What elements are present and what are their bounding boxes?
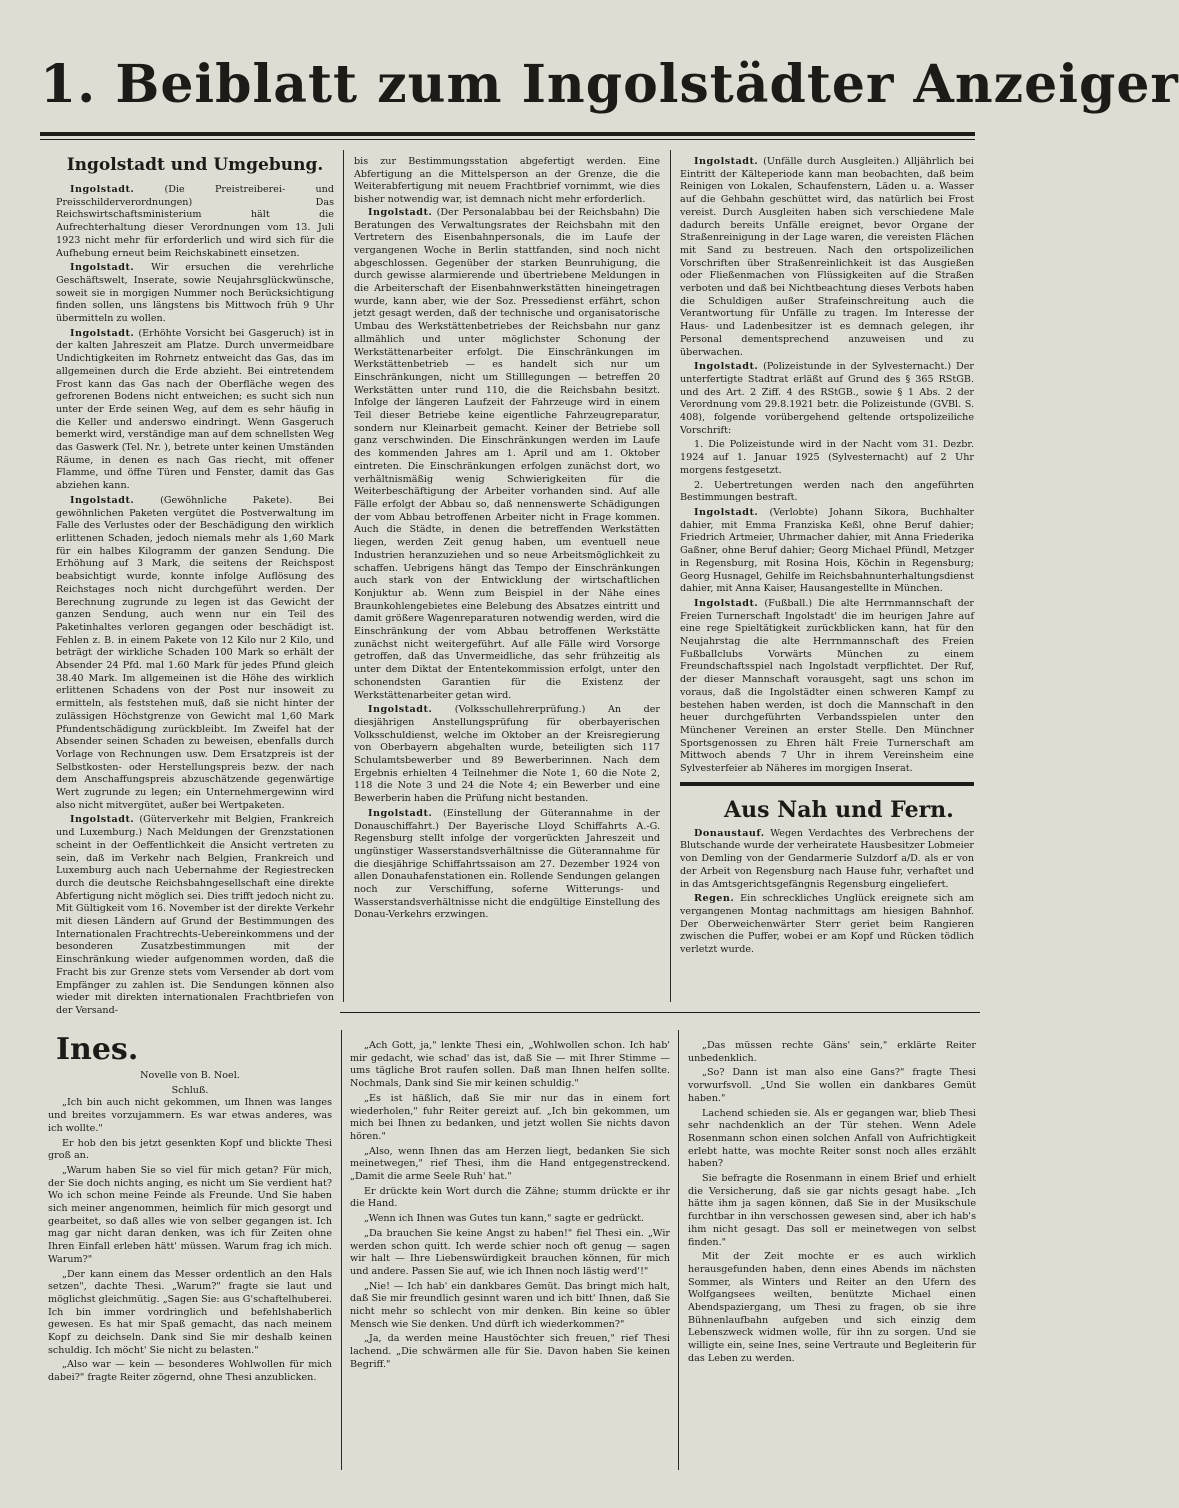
news-item [680, 893, 974, 957]
column-rule [670, 150, 671, 1002]
article-continuation: bis zur Bestimmungsstation abgefertigt werden. Eine Abfertigung an die Mittelsperson an der Grenze, die die Weiterabfertigung mit neuem Frachtbrief vornimmt, wie dies bisher notwendig war, ist demnach nicht mehr erforderlich. [354, 156, 660, 206]
dateline: Ingolstadt. [70, 262, 135, 274]
news-text: (Gewöhnliche Pakete). Bei gewöhnlichen Paketen vergütet die Postverwaltung im Falle des Verlustes oder der Beschädigung den wirklich erlittenen Schaden, jedoch niemals mehr als 1,60 Mark für ein halbes Kilogramm der ganzen Sendung. Die Erhöhung auf 3 Mark, die seitens der Reichspost beabsichtigt wurde, konnte infolge Auflösung des Reichstages noch nicht durchgeführt werden. Der Berechnung zugrunde zu legen ist das Gewicht der ganzen Sendung, auch wenn nur ein Teil des Paketinhaltes verloren gegangen oder beschädigt ist. Fehlen z. B. in einem Pakete von 12 Kilo nur 2 Kilo, und beträgt der wirkliche Schaden 100 Mark so erhält der Absender 24 Pfd. mal 1.60 Mark für jedes Pfund gleich 38.40 Mark. Im allgemeinen ist die Höhe des wirklich erlittenen Schadens von der Post nur insoweit zu ermitteln, als feststehen muß, daß sie nicht hinter der zulässigen Höchstgrenze von Gewicht mal 1,60 Mark Pfundentschädigung zurückbleibt. Im Zweifel hat der Absender seinen Schaden zu beweisen, ebenfalls durch Vorlage von Rechnungen usw. Dem Ersatzpreis ist der Selbstkosten- oder Herstellungspreis bezw. der nach dem Anschaffungspreis abzuschätzende gegenwärtige Wert zugrunde zu legen; ein Unternehmergewinn wird also nicht mitvergütet, außer bei Wertpaketen. [56, 494, 334, 811]
column-3 [680, 156, 974, 1006]
news-item [680, 480, 974, 505]
masthead: 1. Beiblatt zum Ingolstädter Anzeiger [40, 54, 1179, 115]
news-item [56, 184, 334, 260]
news-text: (Polizeistunde in der Sylvesternacht.) Der unterfertigte Stadtrat erläßt auf Grund des § 365 RStGB. und des Art. 2 Ziff. 4 des RStGB., sowie § 1 Abs. 2 der Verordnung vom 29.8.1921 betr. die Polizeistunde (GVBl. S. 408), folgende vorübergehend geltende ortspolizeiliche Vorschrift: [680, 361, 974, 436]
dateline: Ingolstadt. [694, 156, 759, 167]
masthead-rule [40, 132, 975, 136]
novel-paragraph: „Nie! — Ich hab' ein dankbares Gemüt. Das bringt mich halt, daß Sie mir freundlich gesinnt waren und ich bitt' Ihnen, daß Sie nicht mehr so schlecht von mir denken. Bin keine so übler Mensch wie Sie denken. Und dürft ich wiederkommen?" [350, 1280, 670, 1330]
novel-paragraph: „So? Dann ist man also eine Gans?" fragte Thesi vorwurfsvoll. „Und Sie wollen ein dankbares Gemüt haben." [688, 1067, 976, 1104]
news-item [354, 704, 660, 806]
dateline: Donaustauf. [694, 827, 765, 839]
dateline: Ingolstadt. [694, 506, 759, 518]
novel-paragraph: „Es ist häßlich, daß Sie mir nur das in einem fort wiederholen," fuhr Reiter gereizt auf. „Ich bin gekommen, um mich bei Ihnen zu bedanken, und jetzt wollen Sie nichts davon hören." [350, 1092, 670, 1142]
column-rule [343, 150, 344, 1002]
masthead-rule-thin [40, 139, 975, 140]
dateline: Ingolstadt. [694, 361, 759, 373]
column-rule [678, 1030, 679, 1470]
news-text: (Fußball.) Die alte Herrnmannschaft der Freien Turnerschaft Ingolstadt' die im heurigen Jahre auf eine rege Spieltätigkeit zurückblicken kann, hat für den Neujahrstag die alte Herrnmannschaft des Freien Fußballclubs Vorwärts München zu einem Freundschaftsspiel nach Ingolstadt verpflichtet. Der Ruf, der dieser Mannschaft vorausgeht, sagt uns schon im voraus, daß die Ingolstädter einen schweren Kampf zu bestehen haben werden, ist doch die Mannschaft in den heuer durchgeführten Verbandsspielen unter den Münchener Vereinen an erster Stelle. Den Münchner Sportsgenossen zu Ehren hält Freie Turnerschaft am Mittwoch abends 7 Uhr in ihrem Vereinsheim eine Sylvesterfeier ab Näheres im morgigen Inserat. [680, 597, 974, 775]
novel-column-2 [350, 1040, 670, 1492]
news-text: (Güterverkehr mit Belgien, Frankreich und Luxemburg.) Nach Meldungen der Grenzstationen scheint in der Oeffentlichkeit die Ansicht vertreten zu sein, daß im Verkehr nach Belgien, Frankreich und Luxemburg auch nach Uebernahme der Regiestrecken durch die deutsche Reichsbahngesellschaft eine direkte Abfertigung nicht möglich sei. Dies trifft jedoch nicht zu. Mit Gültigkeit vom 16. November ist der direkte Verkehr mit diesen Ländern auf Grund der Bestimmungen des Internationalen Frachtrechts-Uebereinkommens und der besonderen Zusatzbestimmungen mit der Einschränkung wieder aufgenommen worden, daß die Fracht bis zur Grenze stets vom Versender ab dort vom Empfänger zu zahlen ist. Die Sendungen können also wieder mit direkten internationalen Frachtbriefen von der Versand- [56, 814, 334, 1016]
news-item [680, 361, 974, 437]
news-text: Wegen Verdachtes des Verbrechens der Blutschande wurde der verheiratete Hausbesitzer Lobmeier von Demling von der Gendarmerie Sulzdorf a/D. als er von der Arbeit von Regensburg nach Hause fuhr, verhaftet und in das Amtsgerichtsgefängnis Regensburg eingeliefert. [680, 827, 974, 890]
news-item [56, 262, 334, 326]
dateline: Ingolstadt. [70, 184, 135, 195]
news-text: (Die Preistreiberei- und Preisschilderverordnungen) Das Reichswirtschaftsministerium hält die Aufrechterhaltung dieser Verordnungen vom 13. Juli 1923 nicht mehr für erforderlich und wird sich für die Aufhebung erneut beim Reichskabinett einsetzen. [56, 184, 334, 259]
news-item [680, 507, 974, 596]
news-text: (Erhöhte Vorsicht bei Gasgeruch) ist in der kalten Jahreszeit am Platze. Durch unvermeidbare Undichtigkeiten im Rohrnetz entweicht das Gas, das im allgemeinen durch die Erde abzieht. Bei eintretendem Frost kann das Gas nach der Oberfläche wegen des gefrorenen Bodens nicht entweichen; es sucht sich nun unter der Erde seinen Weg, auf dem es sehr häufig in die Keller und anderswo eindringt. Wenn Gasgeruch bemerkt wird, verständige man auf dem schnellsten Weg das Gaswerk (Tel. Nr. ), betrete unter keinen Umständen Räume, in denen es nach Gas riecht, mit offener Flamme, und öffne Türen und Fenster, damit das Gas abziehen kann. [56, 327, 335, 492]
column-rule [341, 1030, 342, 1470]
novel-title: Ines. [56, 1032, 139, 1067]
novel-end-note: Schluß. [171, 1084, 209, 1096]
news-text: (Der Personalabbau bei der Reichsbahn) Die Beratungen des Verwaltungsrates der Reichsbahn mit den Vertretern des Eisenbahnpersonals, die im Laufe der vergangenen Woche in Berlin stattfanden, sind noch nicht abgeschlossen. Gegenüber der starken Beunruhigung, die durch gewisse alarmierende und übertriebene Meldungen in die Arbeiterschaft der Eisenbahnwerkstätten hineingetragen wurde, kann aber, wie der Soz. Pressedienst erfährt, schon jetzt gesagt werden, daß der technische und organisatorische Umbau des Werkstättenbetriebes der Reichsbahn nur ganz allmählich und unter möglichster Schonung der Werkstättenarbeiter erfolgt. Die Einschränkungen im Werkstättenbetrieb — es handelt sich nur um Einschränkungen, nicht um Stilllegungen — betreffen 20 Werkstätten unter rund 110, die die Reichsbahn besitzt. Infolge der längeren Laufzeit der Fahrzeuge wird in einem Teil dieser Betriebe keine eigentliche Fahrzeugreparatur, sondern nur Kleinarbeit gemacht. Keiner der Betriebe soll ganz verschwinden. Die Einschränkungen werden im Laufe des kommenden Jahres am 1. April und am 1. Oktober eintreten. Die Einschränkungen erfolgen zunächst dort, wo verhältnismäßig wenig Schwierigkeiten für die Weiterbeschäftigung der Arbeiter vorhanden sind. Auf alle Fälle erfolgt der Abbau so, daß nennenswerte Schädigungen der vom Abbau betroffenen Arbeiter nicht in Frage kommen. Auch die Städte, in denen die betreffenden Werkstätten liegen, werden Zeit genug haben, um eventuell neue Industrien heranzuziehen und so neue Arbeitsmöglichkeit zu schaffen. Uebrigens hängt das Tempo der Einschränkungen auch stark von der Entwicklung der wirtschaftlichen Konjuktur ab. Wenn zum Beispiel in der Nähe eines Braunkohlengebietes eine Belebung des Absatzes eintritt und damit größere Wagenreparaturen notwendig werden, wird die Einschränkung der vom Abbau betroffenen Werkstätte zunächst nicht weitergeführt. Auf alle Fälle wird Vorsorge getroffen, daß das Unvermeidliche, das sehr frühzeitig als unter dem Diktat der Ententekommission erfolgt, unter den schonendsten Garantien für die Existenz der Werkstättenarbeiter getan wird. [354, 206, 660, 701]
news-text: (Unfälle durch Ausgleiten.) Alljährlich bei Eintritt der Kälteperiode kann man beobachten, daß beim Reinigen von Lokalen, Schaufenstern, Läden u. a. Wasser auf die Gehbahn geschüttet wird, das natürlich bei Frost vereist. Durch Ausgleiten haben sich verschiedene Male dadurch bereits Unfälle ereignet, bevor Organe der Straßenreinigung in der Lage waren, die vereisten Flächen mit Sand zu bestreuen. Nach den ortspolizeilichen Vorschriften über Straßenreinlichkeit ist das Ausgießen oder Fließenmachen von Flüssigkeiten auf die Straßen verboten und daß bei Nichtbeachtung dieses Verbots haben die Schuldigen außer Strafeinschreitung auch die Verantwortung für Unfälle zu tragen. Im Interesse der Haus- und Ladenbesitzer ist es demnach gelegen, ihr Personal dementsprechend anzuweisen und zu überwachen. [680, 156, 974, 358]
novel-rule [340, 1012, 980, 1013]
news-item [680, 598, 974, 776]
novel-paragraph: „Ja, da werden meine Haustöchter sich freuen," rief Thesi lachend. „Die schwärmen alle für Sie. Davon haben Sie keinen Begriff." [350, 1333, 670, 1370]
news-text: 2. Uebertretungen werden nach den angeführten Bestimmungen bestraft. [680, 479, 974, 504]
dateline: Ingolstadt. [368, 206, 433, 218]
novel-paragraph: „Warum haben Sie so viel für mich getan? Für mich, der Sie doch nichts anging, es nicht um Sie verdient hat? Wo ich schon meine Feinde als Freunde. Und Sie haben sich meiner angenommen, heimlich für mich gesorgt und gearbeitet, so daß alles wie von selber gegangen ist. Ich mag gar nicht daran denken, was ich für Zeiten ohne Ihren Einfall erleben hätt' müssen. Warum frag ich mich. Warum?" [48, 1164, 332, 1265]
news-item [680, 439, 974, 477]
novel-paragraph: „Also war — kein — besonderes Wohlwollen für mich dabei?" fragte Reiter zögernd, ohne Thesi anzublicken. [48, 1359, 332, 1384]
news-text: (Volksschullehrerprüfung.) An der diesjährigen Anstellungsprüfung für oberbayerischen Volksschuldienst, welche im Oktober an der Kreisregierung von Oberbayern abgehalten wurde, beteiligten sich 117 Schulamtsbewerber und 89 Bewerberinnen. Nach dem Ergebnis erhielten 4 Teilnehmer die Note 1, 60 die Note 2, 118 die Note 3 und 24 die Note 4; ein Bewerber und eine Bewerberin haben die Prüfung nicht bestanden. [354, 704, 660, 805]
novel-paragraph: „Da brauchen Sie keine Angst zu haben!" fiel Thesi ein. „Wir werden schon quitt. Ich werde schier noch oft genug — sagen wir halt — Ihre Liebenswürdigkeit brauchen können, für mich und andere. Passen Sie auf, wie ich Ihnen noch lästig werd'!" [350, 1227, 670, 1277]
news-item [56, 814, 334, 1017]
novel-paragraph: Lachend schieden sie. Als er gegangen war, blieb Thesi sehr nachdenklich an der Tür stehen. Wenn Adele Rosenmann schon einen solchen Anfall von Aufrichtigkeit erlebt hatte, was mochte Reiter sonst noch alles erzählt haben? [688, 1107, 976, 1170]
news-item [354, 207, 660, 702]
novel-byline: Novelle von B. Noel. [140, 1070, 240, 1081]
news-text: (Verlobte) Johann Sikora, Buchhalter dahier, mit Emma Franziska Keßl, ohne Beruf dahier; Friedrich Artmeier, Uhrmacher dahier, mit Anna Friederika Gaßner, ohne Beruf dahier; Georg Michael Pfündl, Metzger in Regensburg, mit Rosina Hois, Köchin in Regensburg; Georg Husnagel, Gehilfe im Reichsbahnunterhaltungsdienst dahier, mit Anna Kaiser, Hausangestellte in München. [680, 506, 974, 595]
novel-paragraph: Mit der Zeit mochte er es auch wirklich herausgefunden haben, denn eines Abends im nächsten Sommer, als Winters und Reiter an den Ufern des Wolfgangsees weilten, benützte Michael einen Abendspaziergang, um Thesi zu fragen, ob sie ihre Bühnenlaufbahn aufgeben und sich einzig dem Lebenszweck widmen wolle, für ihn zu sorgen. Und sie willigte ein, seine Ines, seine Vertraute und Begleiterin für das Leben zu werden. [688, 1251, 976, 1364]
novel-column-1 [48, 1032, 332, 1492]
column-2 [354, 156, 660, 1006]
dateline: Ingolstadt. [694, 597, 759, 609]
section-divider [680, 782, 974, 786]
dateline: Ingolstadt. [70, 494, 135, 506]
dateline: Ingolstadt. [368, 807, 433, 819]
dateline: Ingolstadt. [70, 327, 135, 339]
novel-paragraph: Sie befragte die Rosenmann in einem Brief und erhielt die Versicherung, daß sie gar nichts gesagt habe. „Ich hätte ihm ja sagen können, daß Sie in der Musikschule furchtbar in ihn verschossen gewesen sind, aber ich hab's ihm nicht gesagt. Das soll er meinetwegen von selbst finden." [688, 1173, 976, 1248]
novel-paragraph: „Ach Gott, ja," lenkte Thesi ein, „Wohlwollen schon. Ich hab' mir gedacht, wie schad' das ist, daß Sie — mit Ihrer Stimme — ums tägliche Brot raufen sollen. Daß man Ihnen helfen sollte. Nochmals, Dank sind Sie mir keinen schuldig." [350, 1040, 670, 1090]
novel-paragraph: „Das müssen rechte Gäns' sein," erklärte Reiter unbedenklich. [688, 1040, 976, 1064]
dateline: Ingolstadt. [70, 814, 135, 826]
news-text: Ein schreckliches Unglück ereignete sich am vergangenen Montag nachmittags am hiesigen Bahnhof. Der Oberweichenwärter Sterr geriet beim Rangieren zwischen die Puffer, wobei er am Kopf und Rücken tödlich verletzt wurde. [680, 893, 974, 956]
column-1 [56, 150, 335, 1016]
news-item [680, 156, 974, 359]
news-item [354, 808, 660, 922]
novel-paragraph: „Der kann einem das Messer ordentlich an den Hals setzen", dachte Thesi. „Warum?" fragte sie laut und möglichst gleichmütig. „Sagen Sie: aus G'schaftelhuberei. Ich bin immer vordringlich und befehlshaberlich gewesen. Es hat mir Spaß gemacht, das nach meinem Kopf zu deichseln. Dank sind Sie mir deshalb keinen schuldig. Ich möcht' Sie nicht zu belasten." [48, 1268, 332, 1356]
novel-paragraph: Er drückte kein Wort durch die Zähne; stumm drückte er ihr die Hand. [350, 1185, 670, 1210]
section-heading: Ingolstadt und Umgebung. [66, 155, 324, 175]
news-text: Wir ersuchen die verehrliche Geschäftswelt, Inserate, sowie Neujahrsglückwünsche, soweit sie in morgigen Nummer noch Berücksichtigung finden sollen, uns längstens bis Mittwoch früh 9 Uhr übermitteln zu wollen. [56, 262, 334, 325]
novel-paragraph: „Wenn ich Ihnen was Gutes tun kann," sagte er gedrückt. [364, 1213, 644, 1225]
news-item [680, 828, 974, 892]
section-heading-2: Aus Nah und Fern. [724, 796, 954, 823]
news-item [56, 328, 334, 493]
dateline: Ingolstadt. [368, 704, 433, 716]
dateline: Regen. [694, 893, 735, 905]
novel-column-3 [688, 1040, 976, 1492]
novel-paragraph: „Ich bin auch nicht gekommen, um Ihnen was langes und breites vorzujammern. Es war etwas anderes, was ich wollte." [48, 1097, 332, 1134]
novel-paragraph: „Also, wenn Ihnen das am Herzen liegt, bedanken Sie sich meinetwegen," rief Thesi, ihm die Hand entgegenstreckend. „Damit die arme Seele Ruh' hat." [350, 1145, 670, 1183]
news-text: 1. Die Polizeistunde wird in der Nacht vom 31. Dezbr. 1924 auf 1. Januar 1925 (Sylvesternacht) auf 2 Uhr morgens festgesetzt. [680, 439, 974, 476]
news-item [56, 495, 334, 813]
novel-paragraph: Er hob den bis jetzt gesenkten Kopf und blickte Thesi groß an. [48, 1137, 332, 1162]
news-text: (Einstellung der Güterannahme in der Donauschiffahrt.) Der Bayerische Lloyd Schiffahrts A.-G. Regensburg stellt infolge der vorgerückten Jahreszeit und ungünstiger Wasserstandsverhältnisse die Güterannahme für die diesjährige Schiffahrtssaison am 27. Dezember 1924 von allen Donauhafenstationen ein. Rollende Sendungen gelangen noch zur Verschiffung, soferne Witterungs- und Wasserstandsverhältnisse nicht die endgültige Einstellung des Donau-Verkehrs erzwingen. [354, 807, 660, 921]
